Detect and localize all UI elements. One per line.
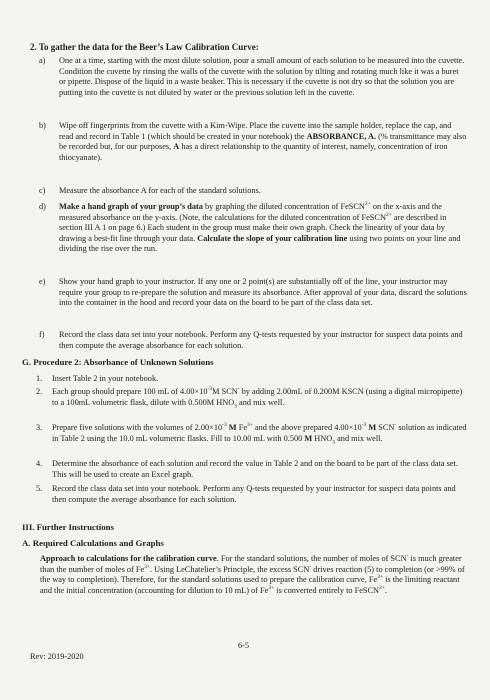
step-label: e) xyxy=(39,277,46,286)
step-text: Make a hand graph of your group’s data by graphing the diluted concentration of FeSCN$^{2+}$ on the x-axis and the measured absorbance on the y-axis. (Note, the calculations for the diluted concentration of FeSCN$^{2+}$ are described in section III A 1 on page 6.) Each student in the group must make their own graph. Check the linearity of your data by drawing a best-fit line through your data. Calculate the slope of your calibration line using two points on your line and dividing the rise over the run. xyxy=(59,201,461,254)
required-calculations-heading: A. Required Calculations and Graphs xyxy=(22,538,164,548)
step-text: Each group should prepare 100 mL of $4.00\times 10^{-3}M$ SCN- by adding 2.00mL of 0.200M KSCN (using a digital micropipette) to a 100mL volumetric flask, dilute with 0.500M $HNO_3$ and mix well. xyxy=(52,386,463,410)
step-e xyxy=(39,277,467,309)
step-text: Record the class data set into your notebook. Perform any Q-tests requested by your instructor for suspect data points and then compute the average absorbance for each solution. xyxy=(59,330,463,350)
further-instructions-heading: III. Further Instructions xyxy=(22,522,114,532)
step-c xyxy=(39,186,467,197)
step-b xyxy=(39,121,467,163)
step-a xyxy=(39,56,467,98)
step-text: Record the class data set into your notebook. Perform any Q-tests requested by your instructor for suspect data points and then compute the average absorbance for each solution. xyxy=(52,484,456,504)
section-heading: 2. To gather the data for the Beer’s Law Calibration Curve: xyxy=(30,42,259,52)
procedure-step-5 xyxy=(36,484,468,505)
step-text: Wipe off fingerprints from the cuvette with a Kim-Wipe. Place the cuvette into the sample holder, replace the cap, and read and record in Table 1 (which should be created in your notebook) the ABSORBANCE, A. (% transmittance may also be recorded but, for our purposes, A has a direct relationship to the quantity of interest, namely, concentration of iron thiocyanate). xyxy=(59,121,467,162)
step-d xyxy=(39,202,467,255)
step-label: b) xyxy=(39,121,46,130)
approach-paragraph: Approach to calculations for the calibration curve. For the standard solutions, the number of moles of SCN- is much greater than the number of moles of $Fe^{3+}$. Using LeChatelier’s Principle, the excess SCN- drives reaction (5) to completion (or >99% of the way to completion). Therefore, for the standard solutions used to prepare the calibration curve, $Fe^{3+}$ is the limiting reactant and the initial concentration (accounting for dilution to 10 mL) of $Fe^{3+}$ is converted entirely to FeSCN$^{2+}$. xyxy=(40,553,465,595)
step-label: a) xyxy=(39,56,46,65)
procedure-step-1 xyxy=(36,374,468,385)
step-text: Insert Table 2 in your notebook. xyxy=(52,374,159,383)
procedure-step-4 xyxy=(36,459,468,480)
step-text: Measure the absorbance A for each of the standard solutions. xyxy=(59,186,261,195)
step-label: 2. xyxy=(36,387,43,396)
procedure-2-heading: G. Procedure 2: Absorbance of Unknown Solutions xyxy=(22,357,214,367)
step-f xyxy=(39,330,467,351)
step-label: d) xyxy=(39,202,46,211)
procedure-step-3 xyxy=(36,423,468,444)
revision-label: Rev: 2019-2020 xyxy=(30,652,84,661)
procedure-step-2 xyxy=(36,387,468,408)
step-label: 4. xyxy=(36,459,43,468)
step-label: 3. xyxy=(36,423,43,432)
step-label: c) xyxy=(39,186,46,195)
step-text: One at a time, starting with the most dilute solution, pour a small amount of each solution to be measured into the cuvette. Condition the cuvette by rinsing the walls of the cuvette with the solution by tilting and rotating much like it was a buret or pipette. Dispose of the liquid in a waste beaker. This is necessary if the cuvette is not dry so that the solution you are putting into the cuvette is not diluted by water or the previous solution left in the cuvette. xyxy=(59,56,465,97)
step-label: 1. xyxy=(36,374,43,383)
page-number: 6-5 xyxy=(238,641,250,650)
step-text: Determine the absorbance of each solution and record the value in Table 2 and on the board to be part of the class data set. This will be used to create an Excel graph. xyxy=(52,459,458,479)
step-text: Prepare five solutions with the volumes of $2.00\times 10^{-3}$ M $Fe^{3+}$ and the above prepared $4.00\times 10^{-3}$ M SCN- solution as indicated in Table 2 using the 10.0 mL volumetric flasks. Fill to 10.00 mL with 0.500 M $HNO_3$ and mix well. xyxy=(52,422,467,446)
step-label: f) xyxy=(39,330,45,339)
step-text: Show your hand graph to your instructor. If any one or 2 point(s) are substantially off of the line, your instructor may require your group to re-prepare the solution and measure its absorbance. After approval of your data, discard the solutions into the container in the hood and record your data on the board to be part of the class data set. xyxy=(59,277,467,308)
step-label: 5. xyxy=(36,484,43,493)
